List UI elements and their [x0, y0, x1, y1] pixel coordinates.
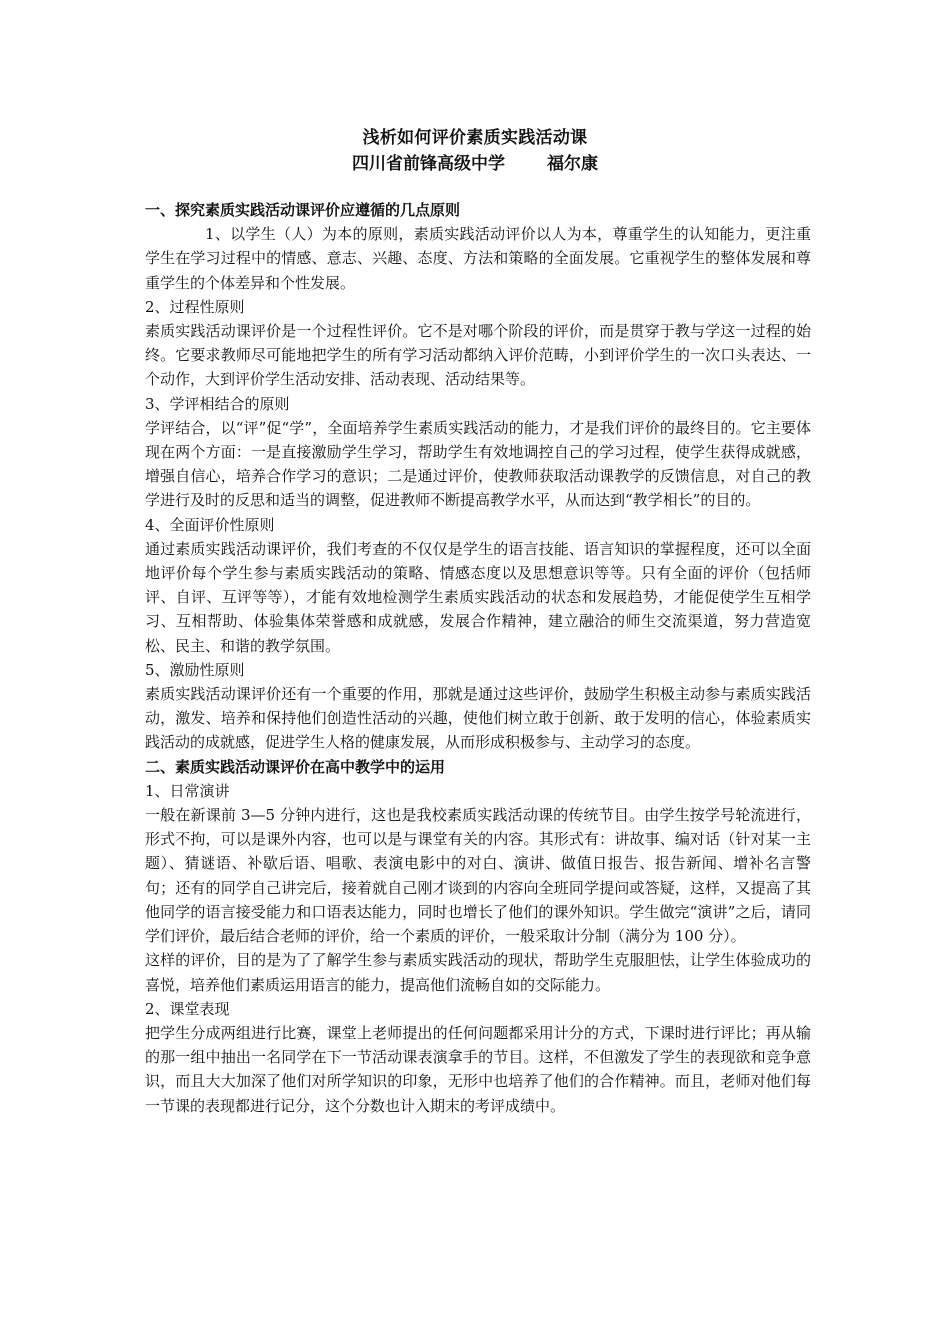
school-name: 四川省前锋高级中学	[352, 154, 505, 174]
paragraph: 学评结合，以“评”促“学”，全面培养学生素质实践活动的能力，才是我们评价的最终目的。它主要体现在两个方面：一是直接激励学生学习，帮助学生有效地调控自己的学习过程，使学生获得成就感，增强自信心，培养合作学习的意识；二是通过评价，使教师获取活动课教学的反馈信息，对自己的教学进行及时的反思和适当的调整，促进教师不断提高教学水平，从而达到“教学相长”的目的。	[145, 418, 811, 510]
document-body	[145, 198, 811, 1118]
paragraph: 素质实践活动课评价还有一个重要的作用，那就是通过这些评价，鼓励学生积极主动参与素质实践活动，激发、培养和保持他们创造性活动的兴趣，使他们树立敢于创新、敢于发明的信心，体验素质实践活动的成就感，促进学生人格的健康发展，从而形成积极参与、主动学习的态度。	[145, 685, 811, 752]
paragraph: 通过素质实践活动课评价，我们考查的不仅仅是学生的语言技能、语言知识的掌握程度，还可以全面地评价每个学生参与素质实践活动的策略、情感态度以及思想意识等等。只有全面的评价（包括师评、自评、互评等等），才能有效地检测学生素质实践活动的状态和发展趋势，才能促使学生互相学习、互相帮助、体验集体荣誉感和成就感，发展合作精神，建立融洽的师生交流渠道，努力营造宽松、民主、和谐的教学氛围。	[145, 539, 811, 655]
author-name: 福尔康	[547, 154, 598, 174]
title-block	[0, 126, 950, 176]
subheading: 3、学评相结合的原则	[145, 394, 290, 413]
byline	[0, 152, 950, 176]
subheading: 2、过程性原则	[145, 297, 245, 316]
paragraph: 把学生分成两组进行比赛，课堂上老师提出的任何问题都采用计分的方式，下课时进行评比；再从输的那一组中抽出一名同学在下一节活动课表演拿手的节目。这样，不但激发了学生的表现欲和竞争意识，而且大大加深了他们对所学知识的印象，无形中也培养了他们的合作精神。而且，老师对他们每一节课的表现都进行记分，这个分数也计入期末的考评成绩中。	[145, 1023, 811, 1115]
subheading: 5、激励性原则	[145, 660, 245, 679]
subheading: 1、日常演讲	[145, 781, 230, 800]
paragraph: 素质实践活动课评价是一个过程性评价。它不是对哪个阶段的评价，而是贯穿于教与学这一过程的始终。它要求教师尽可能地把学生的所有学习活动都纳入评价范畴，小到评价学生的一次口头表达、一个动作，大到评价学生活动安排、活动表现、活动结果等。	[145, 322, 811, 389]
section-heading-2: 二、素质实践活动课评价在高中教学中的运用	[145, 757, 446, 776]
document-title: 浅析如何评价素质实践活动课	[362, 128, 588, 148]
section-heading-1: 一、探究素质实践活动课评价应遵循的几点原则	[145, 201, 461, 219]
paragraph: 这样的评价，目的是为了了解学生参与素质实践活动的现状，帮助学生克服胆怯，让学生体验成功的喜悦，培养他们素质运用语言的能力，提高他们流畅自如的交际能力。	[145, 951, 811, 994]
subheading: 2、课堂表现	[145, 999, 230, 1018]
subheading: 4、全面评价性原则	[145, 515, 275, 534]
paragraph: 一般在新课前 3—5 分钟内进行，这也是我校素质实践活动课的传统节目。由学生按学号轮流进行，形式不拘，可以是课外内容，也可以是与课堂有关的内容。其形式有：讲故事、编对话（针对某一主题）、猜谜语、补歇后语、唱歌、表演电影中的对白、演讲、做值日报告、报告新闻、增补名言警句；还有的同学自己讲完后，接着就自己刚才谈到的内容向全班同学提问或答疑，这样，又提高了其他同学的语言接受能力和口语表达能力，同时也增长了他们的课外知识。学生做完“演讲”之后，请同学们评价，最后结合老师的评价，给一个素质的评价，一般采取计分制（满分为 100 分）。	[145, 806, 811, 946]
paragraph: 1、以学生（人）为本的原则，素质实践活动评价以人为本，尊重学生的认知能力，更注重学生在学习过程中的情感、意志、兴趣、态度、方法和策略的全面发展。它重视学生的整体发展和尊重学生的个体差异和个性发展。	[145, 225, 811, 292]
